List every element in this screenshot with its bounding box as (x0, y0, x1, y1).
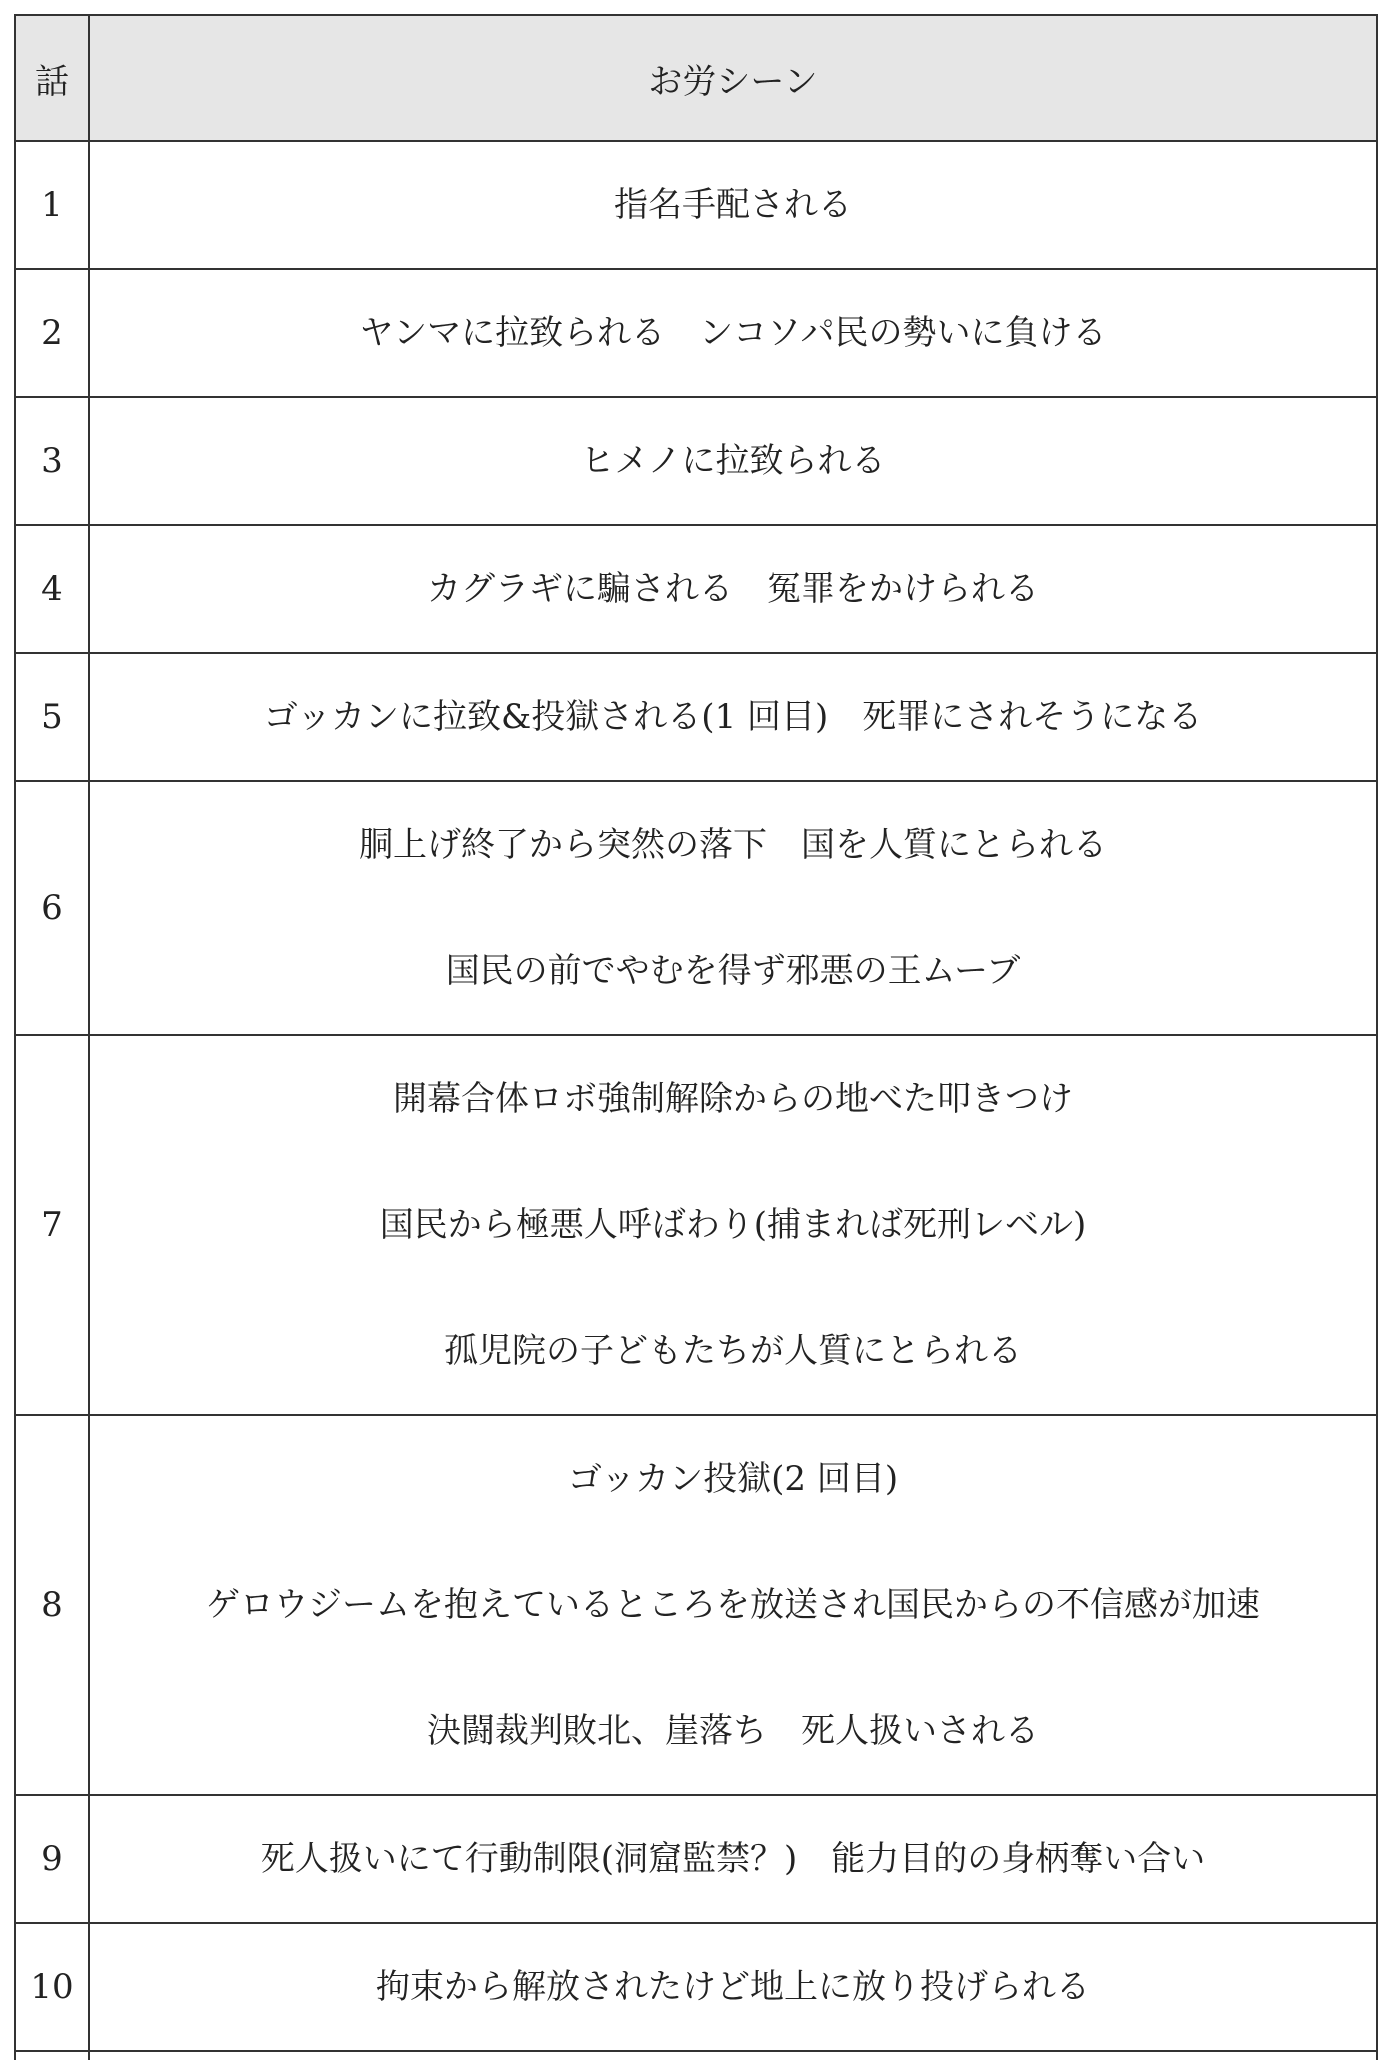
episode-number: 5 (15, 653, 89, 781)
scene-line: 国民の前でやむを得ず邪悪の王ムーブ (445, 951, 1021, 991)
episode-number: 1 (15, 141, 89, 269)
scene-cell (89, 397, 1377, 525)
table-row (15, 525, 1377, 653)
scene-line: 指名手配される (614, 185, 852, 225)
episode-number: 4 (15, 525, 89, 653)
episode-number: 6 (15, 781, 89, 1035)
table-row-partial (15, 2051, 1377, 2060)
scene-line: 拘束から解放されたけど地上に放り投げられる (376, 1967, 1090, 2007)
scene-cell (89, 269, 1377, 397)
episode-number: 2 (15, 269, 89, 397)
scene-line: ゲロウジームを抱えているところを放送され国民からの不信感が加速 (206, 1585, 1260, 1625)
table-row (15, 781, 1377, 1035)
header-scene: お労シーン (89, 15, 1377, 141)
scene-line: 開幕合体ロボ強制解除からの地べた叩きつけ (393, 1079, 1073, 1119)
scene-line: 胴上げ終了から突然の落下 国を人質にとられる (359, 825, 1107, 865)
scene-cell (89, 1795, 1377, 1923)
scene-cell (89, 525, 1377, 653)
scene-line: 国民から極悪人呼ばわり(捕まれば死刑レベル) (379, 1205, 1087, 1245)
scene-line: 孤児院の子どもたちが人質にとられる (444, 1331, 1022, 1371)
scene-line: 死人扱いにて行動制限(洞窟監禁？) 能力目的の身柄奪い合い (260, 1839, 1206, 1879)
scene-cell (89, 1415, 1377, 1795)
table-row (15, 269, 1377, 397)
episode-number: 8 (15, 1415, 89, 1795)
table-row (15, 397, 1377, 525)
header-episode: 話 (15, 15, 89, 141)
table-row (15, 1035, 1377, 1415)
scene-cell (89, 1035, 1377, 1415)
scene-line: ゴッカン投獄(2 回目) (567, 1459, 899, 1499)
scene-line: ゴッカンに拉致&投獄される(1 回目) 死罪にされそうになる (263, 697, 1203, 737)
scene-cell (89, 141, 1377, 269)
header-row (15, 15, 1377, 141)
scene-line: カグラギに騙される 冤罪をかけられる (427, 569, 1039, 609)
episode-number: 3 (15, 397, 89, 525)
episode-number: 10 (15, 1923, 89, 2051)
episode-number: 7 (15, 1035, 89, 1415)
table-row (15, 1415, 1377, 1795)
table-row (15, 653, 1377, 781)
scene-cell (89, 1923, 1377, 2051)
table-row (15, 141, 1377, 269)
scene-line: ヤンマに拉致られる ンコソパ民の勢いに負ける (359, 313, 1107, 353)
scene-line: 決闘裁判敗北、崖落ち 死人扱いされる (427, 1711, 1039, 1751)
scene-line: ヒメノに拉致られる (580, 441, 886, 481)
scene-cell (89, 653, 1377, 781)
episode-number-empty (15, 2051, 89, 2060)
episode-number: 9 (15, 1795, 89, 1923)
table-row (15, 1923, 1377, 2051)
scene-cell-empty (89, 2051, 1377, 2060)
scenes-table (14, 14, 1378, 2060)
table-row (15, 1795, 1377, 1923)
scene-cell (89, 781, 1377, 1035)
